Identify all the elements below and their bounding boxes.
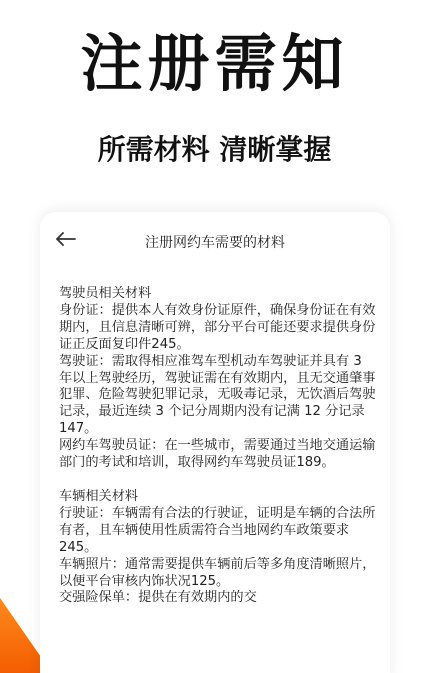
orange-decoration [0, 598, 40, 673]
item-ride-hailing-driver-cert: 网约车驾驶员证：在一些城市，需要通过当地交通运输部门的考试和培训，取得网约车驾驶员证189。 [59, 438, 376, 471]
section-title: 驾驶员相关材料 [59, 286, 152, 301]
item-vehicle-photos: 车辆照片：通常需要提供车辆前后等多角度清晰照片，以便平台审核内饰状况125。 [59, 556, 376, 589]
item-id-card: 身份证：提供本人有效身份证原件，确保身份证在有效期内，且信息清晰可辨，部分平台可能还要求提供身份证正反面复印件245。 [59, 302, 376, 352]
section-driver [59, 286, 379, 472]
item-insurance-policy: 交强险保单：提供在有效期内的交 [59, 590, 257, 606]
app-bar [40, 212, 390, 262]
screen-title: 注册网约车需要的材料 [145, 235, 285, 251]
subhead: 所需材料 清晰掌握 [97, 133, 332, 166]
section-title: 车辆相关材料 [59, 488, 139, 504]
item-driver-license: 驾驶证：需取得相应准驾车型机动车驾驶证并具有 3 年以上驾驶经历，驾驶证需在有效期内，且无交通肇事犯罪、危险驾驶犯罪记录，无吸毒记录，无饮酒后驾驶记录，最近连续 3 个记分周期内没有记满 12 分记录147。 [59, 353, 376, 437]
phone-screen [40, 212, 390, 673]
section-gap [59, 472, 379, 489]
headline: 注册需知 [80, 27, 349, 100]
item-vehicle-license: 行驶证：车辆需有合法的行驶证，证明是车辆的合法所有者，且车辆使用性质需符合当地网约车政策要求245。 [59, 505, 376, 555]
article-content [59, 286, 379, 607]
watermark-fade [270, 572, 390, 673]
